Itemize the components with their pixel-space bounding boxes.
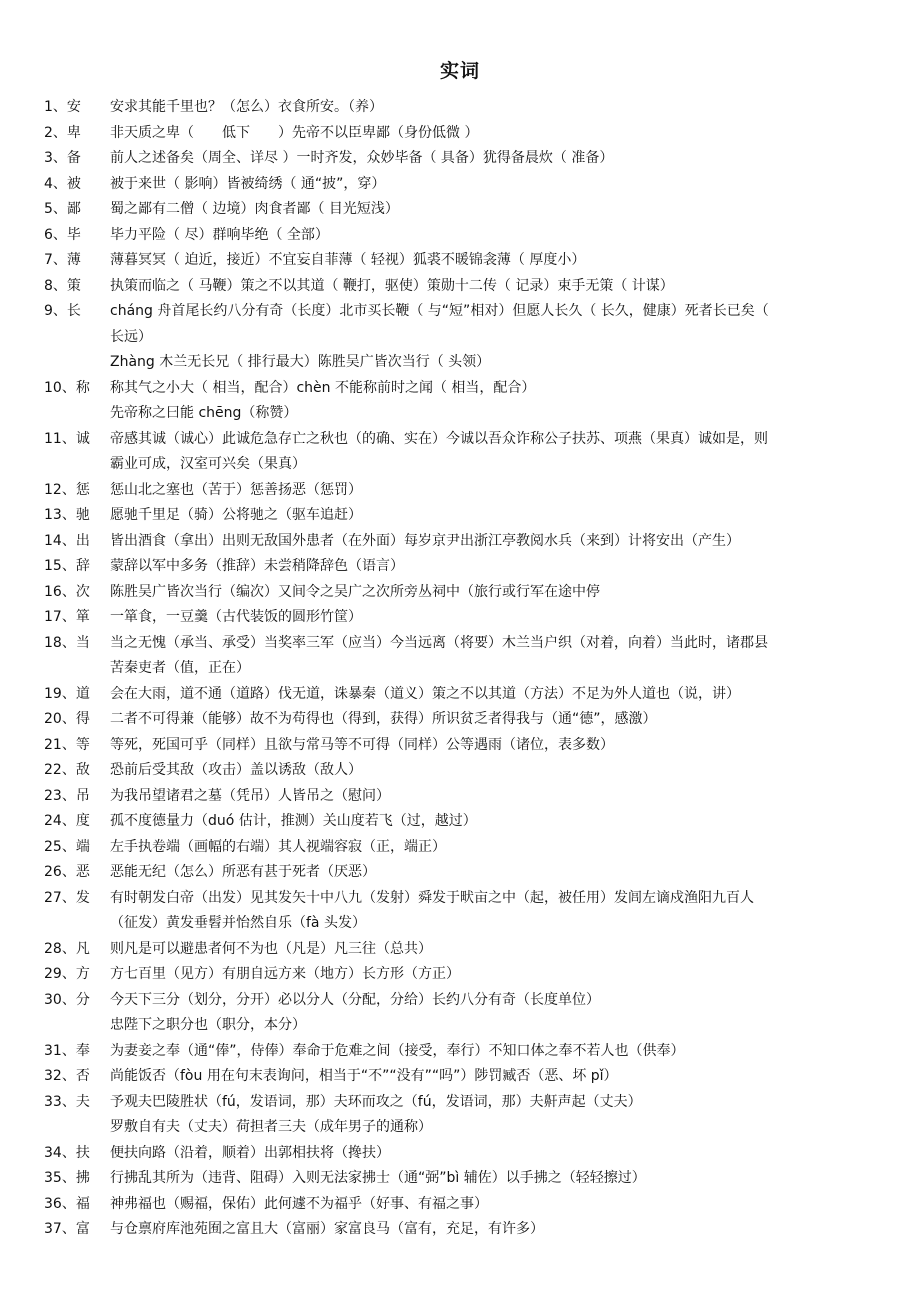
entry-body — [110, 197, 884, 223]
entry-line: 毕力平险（ 尽）群响毕绝（ 全部） — [110, 226, 329, 243]
entry-number: 20、得 — [44, 711, 90, 727]
entry-line: 非天质之卑（ 低下 ）先帝不以臣卑鄙（身份低微 ） — [110, 124, 479, 141]
entry-body — [110, 503, 884, 529]
list-item — [44, 1217, 884, 1243]
entry-line: 罗敷自有夫（丈夫）荷担者三夫（成年男子的通称） — [110, 1119, 432, 1135]
entry-line: 一箪食，一豆羹（古代装饭的圆形竹筐） — [110, 609, 362, 625]
entry-number: 10、称 — [44, 379, 90, 396]
entry-number: 37、富 — [44, 1221, 90, 1237]
entry-number: 36、福 — [44, 1195, 90, 1212]
entry-body — [110, 835, 884, 861]
list-item — [44, 835, 884, 861]
entry-number: 3、备 — [44, 150, 81, 166]
entry-line: 惩山北之塞也（苦于）惩善扬恶（惩罚） — [110, 481, 362, 498]
list-item — [44, 1039, 884, 1065]
entry-number: 14、出 — [44, 532, 90, 549]
list-item — [44, 223, 884, 249]
entry-number: 5、鄙 — [44, 201, 81, 217]
list-item — [44, 197, 884, 223]
entry-line: 尚能饭否（fòu 用在句末表询问，相当于“不”“没有”“吗”）陟罚臧否（恶、坏 pǐ） — [110, 1068, 618, 1084]
entry-number: 12、惩 — [44, 481, 90, 498]
entry-number: 30、分 — [44, 991, 90, 1008]
entry-line: Zhàng 木兰无长兄（ 排行最大）陈胜吴广皆次当行（ 头领） — [110, 354, 491, 370]
entry-line: 恐前后受其敌（攻击）盖以诱敌（敌人） — [110, 762, 362, 778]
entry-number: 8、策 — [44, 277, 81, 294]
list-item — [44, 784, 884, 810]
list-item — [44, 886, 884, 937]
entry-line: 执策而临之（ 马鞭）策之不以其道（ 鞭打，驱使）策勋十二传（ 记录）束手无策（ 计谋） — [110, 277, 674, 294]
list-item — [44, 707, 884, 733]
list-item — [44, 605, 884, 631]
entry-line: 忠陛下之职分也（职分，本分） — [110, 1017, 306, 1033]
entry-number: 27、发 — [44, 889, 90, 906]
entry-line: 会在大雨，道不通（道路）伐无道，诛暴秦（道义）策之不以其道（方法）不足为外人道也（说，讲） — [110, 685, 740, 702]
entry-body — [110, 1217, 884, 1243]
list-item — [44, 299, 884, 376]
list-item — [44, 758, 884, 784]
entry-number: 18、当 — [44, 634, 90, 651]
entry-number: 1、安 — [44, 99, 81, 115]
entry-line: 则凡是可以避患者何不为也（凡是）凡三往（总共） — [110, 940, 432, 957]
entry-line: 孤不度德量力（duó 估计，推测）关山度若飞（过，越过） — [110, 813, 477, 829]
entry-line: 为妻妾之奉（通“俸”，侍俸）奉命于危难之间（接受，奉行）不知口体之奉不若人也（供奉） — [110, 1042, 685, 1059]
entry-number: 16、次 — [44, 583, 90, 600]
entry-line: 前人之述备矣（周全、详尽 ）一时齐发，众妙毕备（ 具备）犹得备晨炊（ 准备） — [110, 150, 614, 166]
entry-number: 31、奉 — [44, 1042, 90, 1059]
entry-body — [110, 223, 884, 249]
list-item — [44, 274, 884, 300]
entry-number: 13、驰 — [44, 507, 90, 523]
entry-line: 蜀之鄙有二僧（ 边境）肉食者鄙（ 目光短浅） — [110, 201, 399, 217]
list-item — [44, 962, 884, 988]
entry-line: cháng 舟首尾长约八分有奇（长度）北市买长鞭（ 与“短”相对）但愿人长久（ 长久，健康）死者长已矣（ — [110, 303, 769, 319]
list-item — [44, 988, 884, 1039]
entry-line: 帝感其诚（诚心）此诚危急存亡之秋也（的确、实在）今诚以吾众诈称公子扶苏、项燕（果真）诚如是，则 — [110, 430, 768, 447]
entry-body — [110, 146, 884, 172]
entry-line: 安求其能千里也？（怎么）衣食所安。（养） — [110, 99, 383, 115]
entry-number: 2、卑 — [44, 124, 81, 141]
list-item — [44, 860, 884, 886]
list-item — [44, 809, 884, 835]
entry-body — [110, 1090, 884, 1141]
entry-number: 23、吊 — [44, 787, 90, 804]
entry-number: 29、方 — [44, 966, 90, 982]
entry-body — [110, 988, 884, 1039]
entry-number: 34、扶 — [44, 1144, 90, 1161]
entry-line: 当之无愧（承当、承受）当奖率三军（应当）今当远离（将要）木兰当户织（对着，向着）当此时，诸郡县 — [110, 634, 768, 651]
entry-body — [110, 937, 884, 963]
entry-line: 二者不可得兼（能够）故不为苟得也（得到，获得）所识贫乏者得我与（通“德”，感激） — [110, 711, 657, 727]
entry-number: 17、箪 — [44, 609, 90, 625]
list-item — [44, 478, 884, 504]
list-item — [44, 1090, 884, 1141]
entry-line: 今天下三分（划分，分开）必以分人（分配，分给）长约八分有奇（长度单位） — [110, 991, 600, 1008]
entry-body — [110, 886, 884, 937]
entry-line: 称其气之小大（ 相当，配合）chèn 不能称前时之闻（ 相当，配合） — [110, 379, 536, 396]
list-item — [44, 503, 884, 529]
list-item — [44, 580, 884, 606]
list-item — [44, 631, 884, 682]
entry-body — [110, 809, 884, 835]
entry-body — [110, 580, 884, 606]
entry-line: （征发）黄发垂髫并怡然自乐（fà 头发） — [110, 915, 366, 931]
entry-body — [110, 860, 884, 886]
entry-line: 行拂乱其所为（违背、阻碍）入则无法家拂士（通“弼”bì 辅佐）以手拂之（轻轻擦过） — [110, 1170, 646, 1186]
entry-body — [110, 427, 884, 478]
entry-number: 22、敌 — [44, 762, 90, 778]
entry-body — [110, 376, 884, 427]
list-item — [44, 95, 884, 121]
list-item — [44, 376, 884, 427]
list-item — [44, 172, 884, 198]
entry-line: 先帝称之曰能 chēng（称赞） — [110, 405, 298, 421]
entry-number: 24、度 — [44, 813, 90, 829]
entry-body — [110, 758, 884, 784]
entry-line: 愿驰千里足（骑）公将驰之（驱车追赶） — [110, 507, 362, 523]
entry-number: 4、被 — [44, 175, 81, 192]
entry-number: 7、薄 — [44, 252, 81, 268]
entry-number: 28、凡 — [44, 940, 90, 957]
list-item — [44, 427, 884, 478]
list-item — [44, 1192, 884, 1218]
entry-body — [110, 1039, 884, 1065]
list-item — [44, 554, 884, 580]
entry-line: 恶能无纪（怎么）所恶有甚于死者（厌恶） — [110, 864, 376, 880]
entry-line: 蒙辞以军中多务（推辞）未尝稍降辞色（语言） — [110, 558, 404, 574]
entry-line: 便扶向路（沿着，顺着）出郭相扶将（搀扶） — [110, 1144, 390, 1161]
entry-line: 霸业可成，汉室可兴矣（果真） — [110, 456, 306, 472]
entry-number: 21、等 — [44, 736, 90, 753]
entry-body — [110, 1166, 884, 1192]
entry-body — [110, 299, 884, 376]
entry-body — [110, 784, 884, 810]
entry-line: 左手执卷端（画幅的右端）其人视端容寂（正，端正） — [110, 838, 446, 855]
entry-line: 薄暮冥冥（ 迫近，接近）不宜妄自菲薄（ 轻视）狐裘不暖锦衾薄（ 厚度小） — [110, 252, 586, 268]
entry-body — [110, 1192, 884, 1218]
list-item — [44, 682, 884, 708]
entry-line: 神弗福也（赐福，保佑）此何遽不为福乎（好事、有福之事） — [110, 1195, 488, 1212]
entry-body — [110, 478, 884, 504]
entry-body — [110, 1141, 884, 1167]
entry-body — [110, 95, 884, 121]
list-item — [44, 1064, 884, 1090]
entry-body — [110, 274, 884, 300]
entry-number: 6、毕 — [44, 226, 81, 243]
list-item — [44, 121, 884, 147]
list-item — [44, 529, 884, 555]
list-item — [44, 1141, 884, 1167]
entry-body — [110, 248, 884, 274]
entry-line: 方七百里（见方）有朋自远方来（地方）长方形（方正） — [110, 966, 460, 982]
entry-line: 与仓禀府库池苑囿之富且大（富丽）家富良马（富有，充足，有许多） — [110, 1221, 544, 1237]
entry-line: 被于来世（ 影响）皆被绮绣（ 通“披”，穿） — [110, 175, 386, 192]
entry-number: 25、端 — [44, 838, 90, 855]
page-title: 实词 — [439, 60, 480, 82]
entry-number: 15、辞 — [44, 558, 90, 574]
entry-line: 苦秦吏者（值，正在） — [110, 660, 250, 676]
entry-number: 32、否 — [44, 1068, 90, 1084]
entry-body — [110, 962, 884, 988]
list-item — [44, 146, 884, 172]
entry-line: 陈胜吴广皆次当行（编次）又间令之吴广之次所旁丛祠中（旅行或行军在途中停 — [110, 583, 600, 600]
entry-number: 26、恶 — [44, 864, 90, 880]
entry-body — [110, 682, 884, 708]
entry-body — [110, 733, 884, 759]
entry-number: 33、夫 — [44, 1093, 90, 1110]
list-item — [44, 937, 884, 963]
entry-line: 等死，死国可乎（同样）且欲与常马等不可得（同样）公等遇雨（诸位，表多数） — [110, 736, 614, 753]
entry-body — [110, 707, 884, 733]
list-item — [44, 248, 884, 274]
list-item — [44, 1166, 884, 1192]
entry-number: 35、拂 — [44, 1170, 90, 1186]
entry-body — [110, 172, 884, 198]
entry-body — [110, 554, 884, 580]
entry-number: 19、道 — [44, 685, 90, 702]
entry-body — [110, 631, 884, 682]
entry-body — [110, 121, 884, 147]
entry-number: 9、长 — [44, 303, 81, 319]
entry-body — [110, 529, 884, 555]
entry-number: 11、诚 — [44, 430, 90, 447]
entry-line: 长远） — [110, 328, 152, 345]
entry-line: 有时朝发白帝（出发）见其发矢十中八九（发射）舜发于畎亩之中（起，被任用）发闾左谪戍渔阳九百人 — [110, 889, 754, 906]
entry-list — [44, 95, 884, 1243]
list-item — [44, 733, 884, 759]
entry-line: 为我吊望诸君之墓（凭吊）人皆吊之（慰问） — [110, 787, 390, 804]
entry-line: 皆出酒食（拿出）出则无敌国外患者（在外面）每岁京尹出浙江亭教阅水兵（来到）计将安出（产生） — [110, 532, 740, 549]
entry-body — [110, 1064, 884, 1090]
entry-line: 予观夫巴陵胜状（fú，发语词，那）夫环而攻之（fú，发语词，那）夫鼾声起（丈夫） — [110, 1093, 642, 1110]
entry-body — [110, 605, 884, 631]
